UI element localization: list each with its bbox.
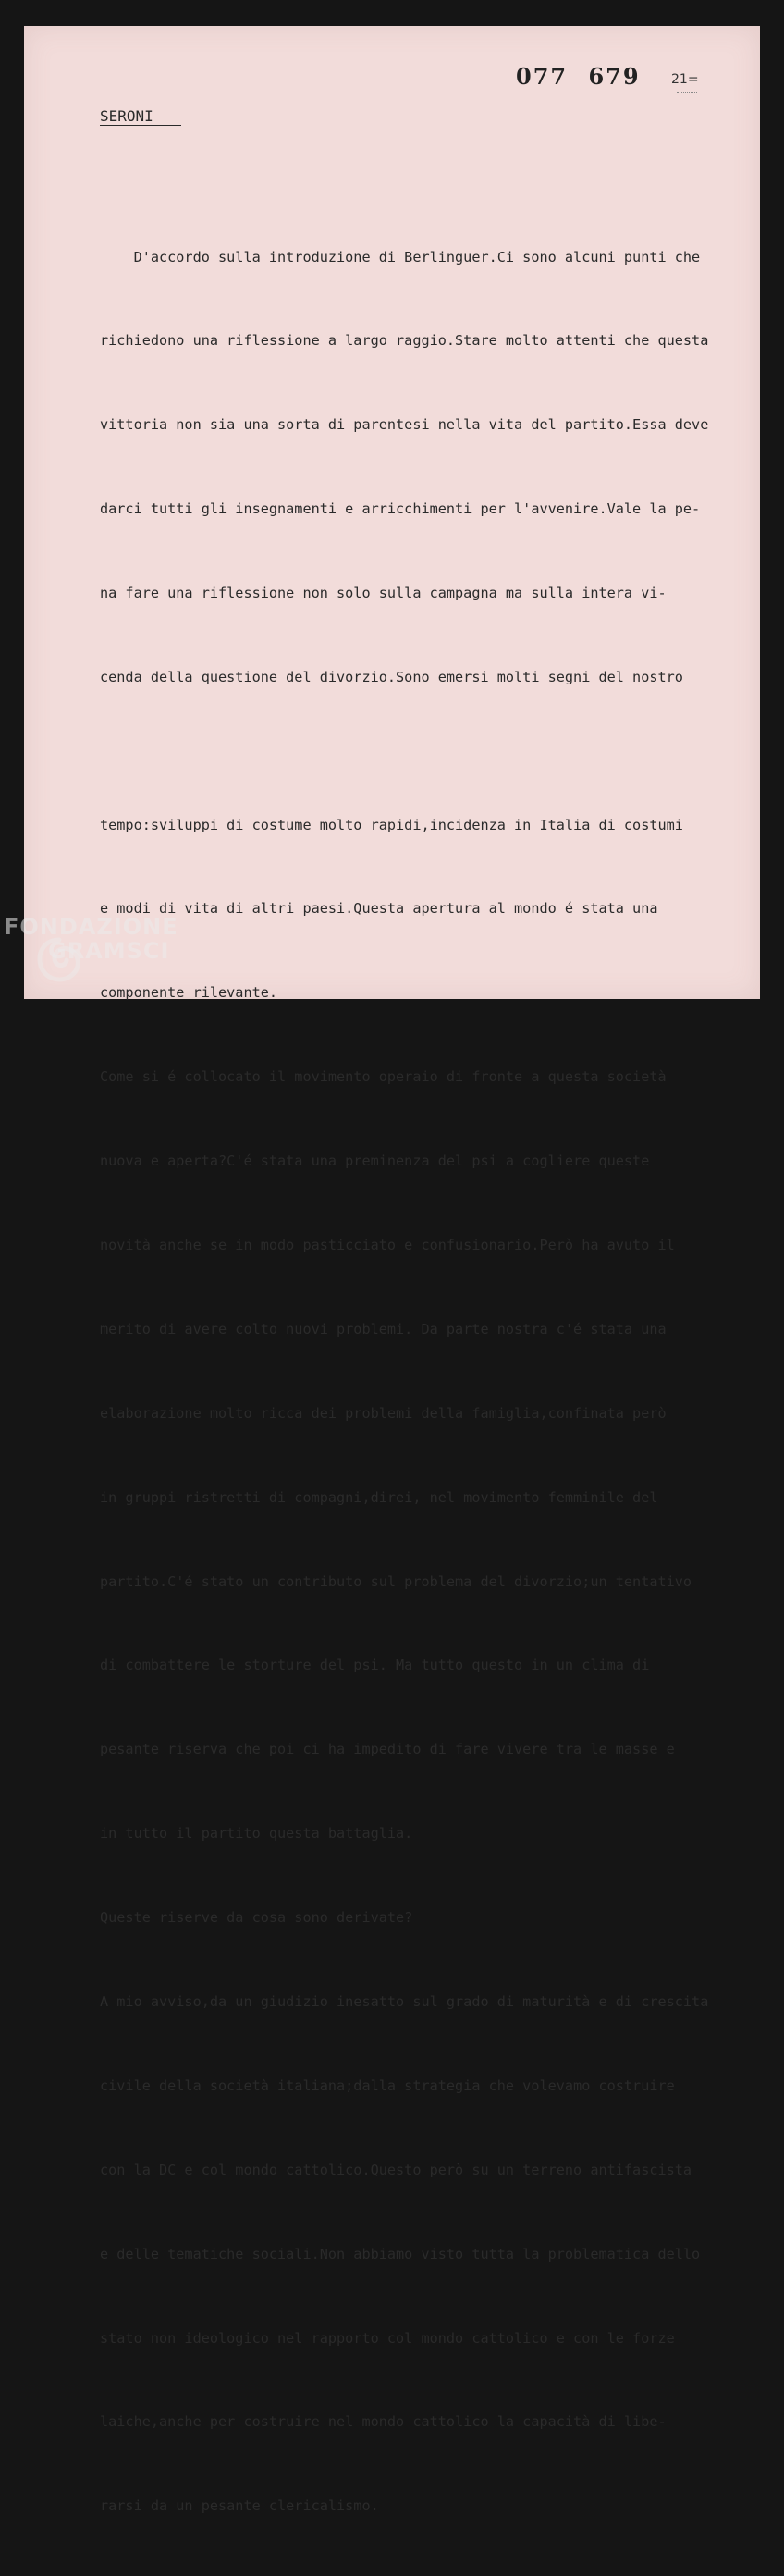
text-line: in gruppi ristretti di compagni,direi, nel movimento femminile del [100,1488,658,1506]
text-line: richiedono una riflessione a largo raggio.Stare molto attenti che questa [100,332,709,350]
text-line: stato non ideologico nel rapporto col mondo cattolico e con le forze [100,2329,675,2347]
text-line: rarsi da un pesante clericalismo. [100,2497,379,2515]
text-line: in tutto il partito questa battaglia. [100,1825,413,1843]
text-line: civile della società italiana;dalla strategia che volevamo costruire [100,2077,675,2094]
text-line: merito di avere colto nuovi problemi. Da parte nostra c'é stata una [100,1320,667,1337]
speaker-heading: SERONI [100,107,153,125]
text-line: tempo:sviluppi di costume molto rapidi,incidenza in Italia di costumi [100,816,683,833]
document-number: 077 679 [516,63,641,90]
text-line: A mio avviso,da un giudizio inesatto sul grado di maturità e di crescita [100,1993,709,2010]
text-line: laiche,anche per costruire nel mondo cattolico la capacità di libe- [100,2413,667,2431]
text-line: elaborazione molto ricca dei problemi della famiglia,confinata però [100,1404,667,1422]
document-body [100,187,747,2576]
text-line: novità anche se in modo pasticciato e confusionario.Però ha avuto il [100,1236,675,1253]
text-line: cenda della questione del divorzio.Sono emersi molti segni del nostro [100,669,683,686]
text-line: darci tutti gli insegnamenti e arricchimenti per l'avvenire.Vale la pe- [100,500,701,518]
text-line: e delle tematiche sociali.Non abbiamo visto tutta la problematica dello [100,2245,701,2262]
text-line: Come si é collocato il movimento operaio di fronte a questa società [100,1068,667,1086]
document-page [24,26,760,2515]
text-line: pesante riserva che poi ci ha impedito di fare vivere tra le masse e [100,1741,675,1758]
speaker-underline [100,125,181,126]
text-line: partito.C'é stato un contributo sul problema del divorzio;un tentativo [100,1572,692,1590]
text-line: na fare una riflessione non solo sulla campagna ma sulla intera vi- [100,585,667,602]
text-line: di combattere le storture del psi. Ma tutto questo in un clima di [100,1657,650,1674]
text-line: componente rilevante. [100,984,278,1002]
text-line: Queste riserve da cosa sono derivate? [100,1909,413,1927]
page-mark: 21= [671,72,699,87]
line-gap [100,747,747,755]
text-line: D'accordo sulla introduzione di Berlinguer.Ci sono alcuni punti che [100,248,701,265]
watermark-line2: GRAMSCI [48,938,170,964]
text-line: nuova e aperta?C'é stata una preminenza del psi a cogliere queste [100,1152,650,1170]
page-mark-scribble [677,92,697,97]
text-line: con la DC e col mondo cattolico.Questo però su un terreno antifascista [100,2161,692,2178]
watermark-line1: FONDAZIONE [4,914,178,940]
text-line: vittoria non sia una sorta di parentesi nella vita del partito.Essa deve [100,416,709,434]
text-line: e modi di vita di altri paesi.Questa apertura al mondo é stata una [100,900,658,918]
